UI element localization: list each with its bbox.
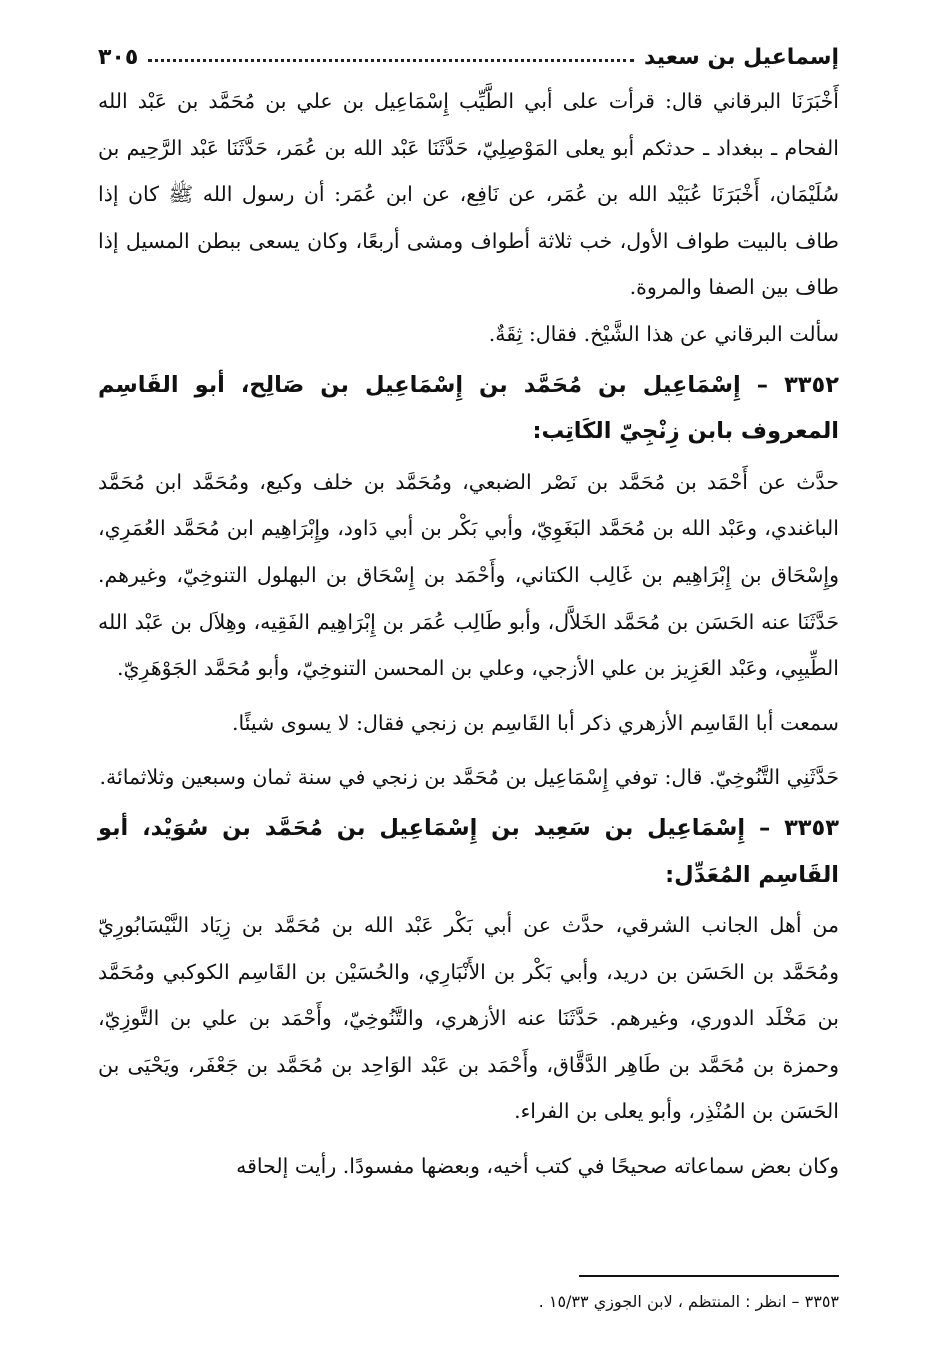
page-number: ٣٠٥	[98, 45, 139, 70]
paragraph-3352-death: حَدَّثَنِي التَّنُوخِيّ. قال: توفي إِسْمَاعِيل بن مُحَمَّد بن زنجي في سنة ثمان وسبعين وثلاثمائة.	[99, 765, 839, 790]
header-dotted-leader	[148, 58, 634, 62]
running-header	[98, 30, 839, 70]
paragraph-3352-azhari: سمعت أبا القَاسِم الأزهري ذكر أبا القَاسِم بن زنجي فقال: لا يسوى شيئًا.	[231, 710, 839, 735]
paragraph-3353-narrators: من أهل الجانب الشرقي، حدَّث عن أبي بَكْر عَبْد الله بن مُحَمَّد بن زِيَاد النَّيْسَابُورِيّ ومُحَمَّد بن الحَسَن بن دريد، وأبي بَكْر بن الأَنْبَارِي، والحُسَيْن بن القَاسِم الكوكبي ومُحَمَّد بن مَخْلَد الدوري، وغيرهم. حَدَّثَنَا عنه الأزهري، والتَّنُوخِيّ، وأَحْمَد بن علي بن التَّوزِيّ، وحمزة بن مُحَمَّد بن طَاهِر الدَّقَّاق، وأَحْمَد بن عَبْد الوَاحِد بن مُحَمَّد بن جَعْفَر، ويَحْيَى بن الحَسَن بن المُنْذِر، وأبو يعلى بن الفراء.	[98, 913, 839, 1124]
paragraph-3353-continuation: وكان بعض سماعاته صحيحًا في كتب أخيه، وبعضها مفسودًا. رأيت إلحاقه	[236, 1154, 839, 1179]
entry-heading-3352: ٣٣٥٢ – إِسْمَاعِيل بن مُحَمَّد بن إِسْمَاعِيل بن صَالِح، أبو القَاسِم المعروف بابن زِنْجِيّ الكَاتِب:	[98, 371, 839, 445]
paragraph-narration: أَخْبَرَنَا البرقاني قال: قرأت على أبي الطَّيِّب إِسْمَاعِيل بن علي بن مُحَمَّد بن عَبْد الله الفحام ـ ببغداد ـ حدثكم أبو يعلى المَوْصِلِيّ، حَدَّثَنَا عَبْد الله بن عُمَر، حَدَّثَنَا عَبْد الرَّحِيم بن سُلَيْمَان، أَخْبَرَنَا عُبَيْد الله بن عُمَر، عن نَافِع، عن ابن عُمَر: أن رسول الله ﷺ كان إذا طاف بالبيت طواف الأول، خب ثلاثة أطواف ومشى أربعًا، وكان يسعى ببطن المسيل إذا طاف بين الصفا والمروة.	[98, 89, 839, 300]
entry-heading-3353: ٣٣٥٣ – إِسْمَاعِيل بن سَعِيد بن إِسْمَاعِيل بن مُحَمَّد بن سُوَيْد، أبو القَاسِم المُعَدِّل:	[98, 814, 839, 888]
footnote: ٣٣٥٣ – انظر : المنتظم ، لابن الجوزي ١٥/٣٣ .	[538, 1292, 839, 1311]
footnote-rule	[579, 1275, 839, 1277]
paragraph-3352-narrators: حدَّث عن أَحْمَد بن مُحَمَّد بن نَصْر الضبعي، ومُحَمَّد بن خلف وكيع، ومُحَمَّد ابن مُحَمَّد الباغندي، وعَبْد الله بن مُحَمَّد البَغَوِيّ، وأبي بَكْر بن أبي دَاود، وإِبْرَاهِيم ابن مُحَمَّد العُمَرِي، وإِسْحَاق بن إِبْرَاهِيم بن غَالِب الكتاني، وأَحْمَد بن إِسْحَاق بن البهلول التنوخِيّ، وغيرهم. حَدَّثَنَا عنه الحَسَن بن مُحَمَّد الخَلاَّل، وأبو طَالِب عُمَر بن إِبْرَاهِيم الفَقِيه، وهِلاَل بن عَبْد الله الطِّيبِي، وعَبْد العَزِيز بن علي الأزجي، وعلي بن المحسن التنوخِيّ، وأبو مُحَمَّد الجَوْهَرِيّ.	[98, 469, 839, 681]
page-body	[98, 78, 839, 1190]
paragraph-shaykh-question: سألت البرقاني عن هذا الشَّيْخ. فقال: ثِقَةٌ.	[488, 321, 839, 346]
running-title: إسماعيل بن سعيد	[644, 45, 839, 70]
